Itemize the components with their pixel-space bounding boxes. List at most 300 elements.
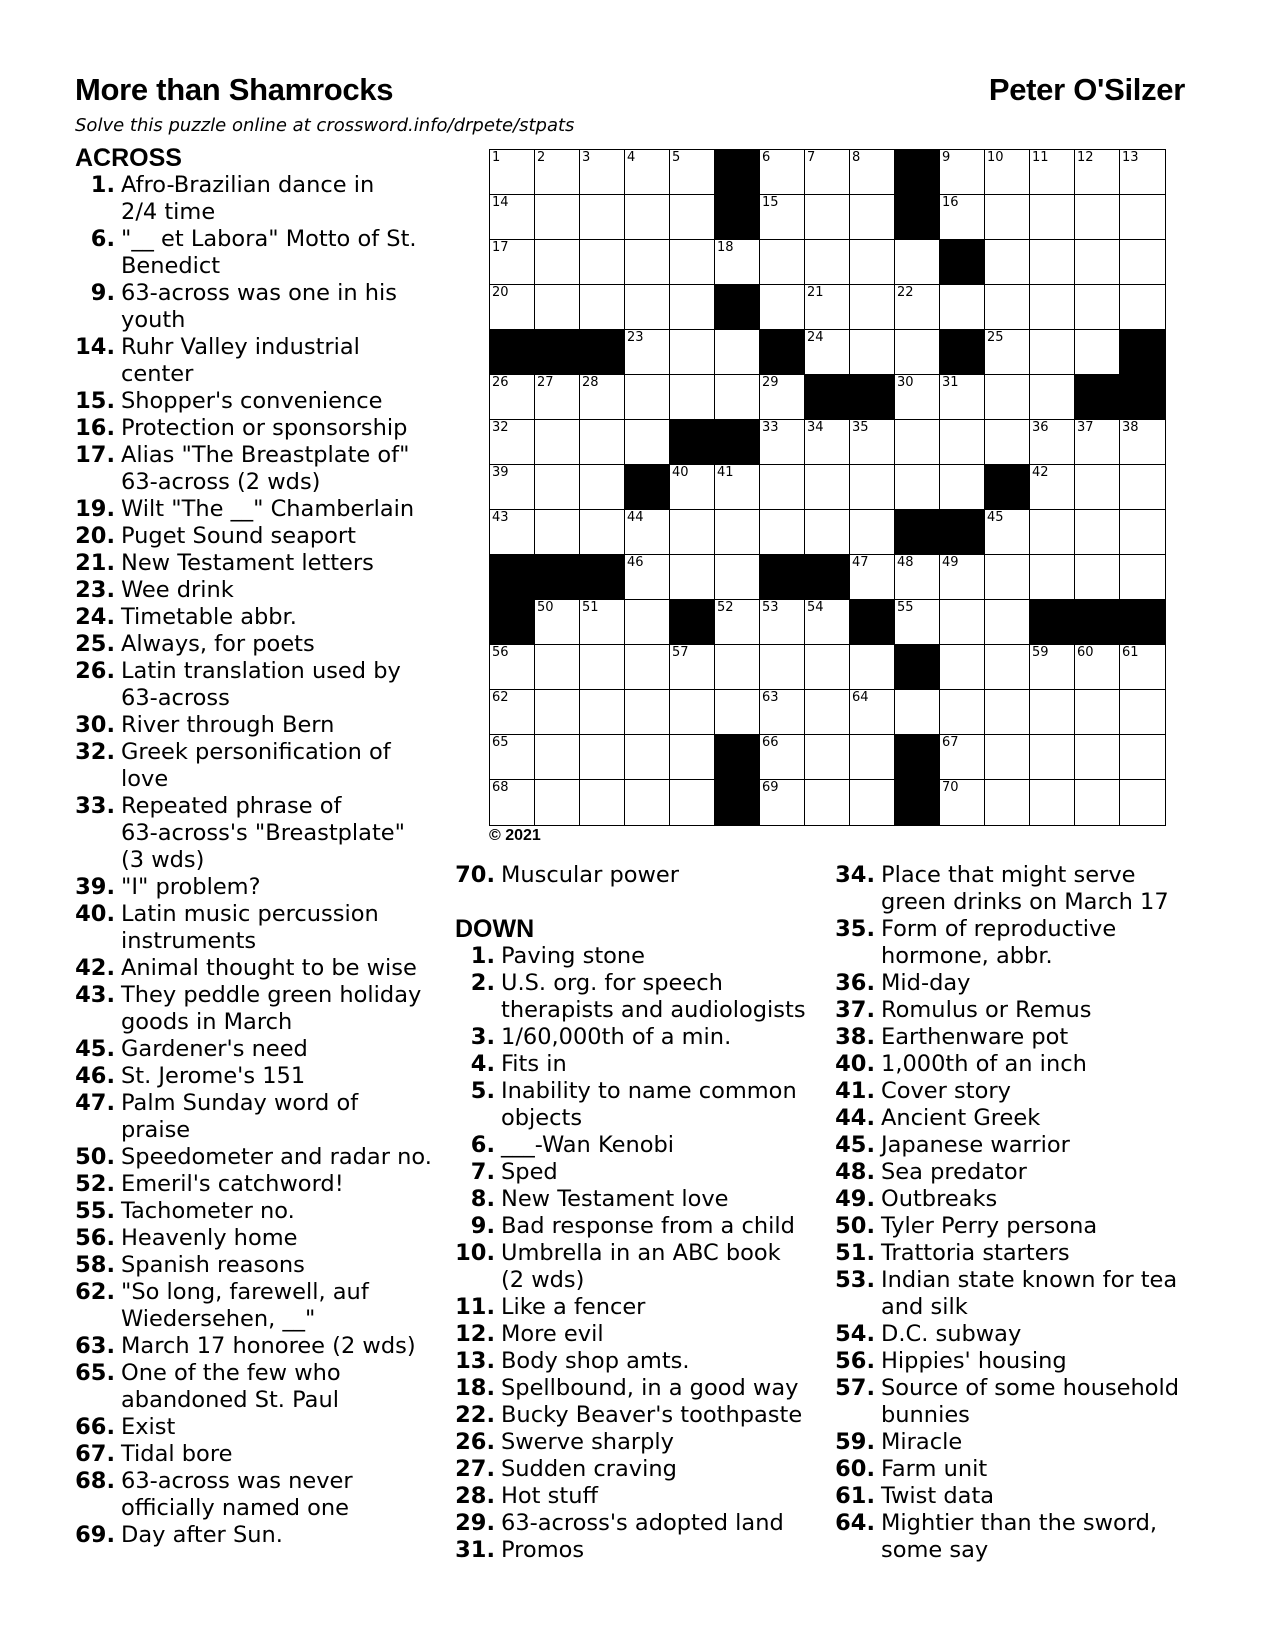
grid-cell[interactable] [850, 240, 895, 285]
grid-cell[interactable] [670, 285, 715, 330]
clue-item [75, 577, 450, 604]
grid-cell[interactable] [760, 240, 805, 285]
grid-cell[interactable] [580, 420, 625, 465]
cell-number: 59 [1032, 645, 1049, 660]
clue-number: 31. [455, 1537, 495, 1563]
clue-number: 32. [75, 739, 115, 765]
grid-cell[interactable] [985, 555, 1030, 600]
grid-cell[interactable] [1120, 240, 1165, 285]
clue-number: 23. [75, 577, 115, 603]
grid-cell[interactable] [670, 735, 715, 780]
grid-cell[interactable] [490, 645, 535, 690]
grid-cell[interactable] [490, 150, 535, 195]
clue-text: Sped [501, 1159, 558, 1185]
grid-cell[interactable] [850, 150, 895, 195]
grid-cell[interactable] [715, 645, 760, 690]
clue-text: More evil [501, 1321, 604, 1347]
clue-item [455, 970, 825, 997]
grid-cell[interactable] [535, 240, 580, 285]
grid-cell[interactable] [850, 555, 895, 600]
grid-cell[interactable] [1075, 780, 1120, 825]
clue-item [835, 1213, 1205, 1240]
grid-cell[interactable] [985, 240, 1030, 285]
grid-cell[interactable] [940, 735, 985, 780]
grid-cell[interactable] [715, 330, 760, 375]
grid-cell[interactable] [670, 330, 715, 375]
clue-continuation [75, 1495, 450, 1522]
clue-text: Indian state known for tea [881, 1267, 1178, 1293]
clue-number: 60. [835, 1456, 875, 1482]
clue-item [835, 1456, 1205, 1483]
cell-number: 8 [852, 150, 861, 165]
grid-cell[interactable] [850, 690, 895, 735]
clue-text: ___-Wan Kenobi [501, 1132, 675, 1158]
grid-cell[interactable] [805, 600, 850, 645]
grid-cell[interactable] [1075, 195, 1120, 240]
grid-cell[interactable] [490, 510, 535, 555]
grid-cell[interactable] [805, 510, 850, 555]
clue-text: Sudden craving [501, 1456, 677, 1482]
grid-cell[interactable] [1075, 555, 1120, 600]
clue-number: 59. [835, 1429, 875, 1455]
clue-number: 3. [470, 1024, 495, 1050]
clue-item [455, 1132, 825, 1159]
grid-cell[interactable] [985, 195, 1030, 240]
clue-item [75, 1036, 450, 1063]
clue-text: Body shop amts. [501, 1348, 690, 1374]
clue-item [455, 1294, 825, 1321]
grid-cell[interactable] [535, 600, 580, 645]
grid-cell[interactable] [1120, 735, 1165, 780]
cell-number: 43 [492, 510, 509, 525]
clue-item [455, 1429, 825, 1456]
clue-item [455, 1402, 825, 1429]
grid-cell[interactable] [760, 375, 805, 420]
grid-cell[interactable] [985, 420, 1030, 465]
grid-cell[interactable] [895, 375, 940, 420]
grid-cell[interactable] [985, 330, 1030, 375]
grid-cell[interactable] [940, 555, 985, 600]
grid-cell[interactable] [490, 690, 535, 735]
grid-cell[interactable] [895, 690, 940, 735]
cell-number: 45 [987, 510, 1004, 525]
clue-number: 18. [455, 1375, 495, 1401]
grid-cell[interactable] [805, 465, 850, 510]
clue-number: 8. [470, 1186, 495, 1212]
grid-cell[interactable] [850, 735, 895, 780]
grid-cell[interactable] [625, 690, 670, 735]
cell-number: 2 [537, 150, 546, 165]
grid-cell[interactable] [625, 330, 670, 375]
grid-cell[interactable] [1120, 645, 1165, 690]
grid-cell[interactable] [670, 150, 715, 195]
clue-text: Tyler Perry persona [881, 1213, 1098, 1239]
grid-block [805, 375, 850, 420]
grid-cell[interactable] [940, 690, 985, 735]
grid-cell[interactable] [985, 600, 1030, 645]
cell-number: 24 [807, 330, 824, 345]
grid-cell[interactable] [715, 600, 760, 645]
clue-text: St. Jerome's 151 [121, 1063, 306, 1089]
cell-number: 5 [672, 150, 681, 165]
clue-number: 61. [835, 1483, 875, 1509]
cell-number: 53 [762, 600, 779, 615]
clue-text: Promos [501, 1537, 585, 1563]
grid-cell[interactable] [625, 420, 670, 465]
grid-cell[interactable] [625, 195, 670, 240]
grid-cell[interactable] [715, 690, 760, 735]
grid-cell[interactable] [985, 285, 1030, 330]
grid-cell[interactable] [535, 780, 580, 825]
grid-cell[interactable] [1030, 510, 1075, 555]
cell-number: 15 [762, 195, 779, 210]
grid-cell[interactable] [625, 780, 670, 825]
clue-item [75, 1468, 450, 1495]
grid-block [895, 150, 940, 195]
clue-item [75, 1144, 450, 1171]
grid-cell[interactable] [1120, 150, 1165, 195]
grid-cell[interactable] [805, 285, 850, 330]
grid-cell[interactable] [1030, 645, 1075, 690]
clue-text: Animal thought to be wise [121, 955, 417, 981]
grid-block [895, 645, 940, 690]
grid-cell[interactable] [1030, 150, 1075, 195]
grid-cell[interactable] [760, 420, 805, 465]
grid-cell[interactable] [1120, 420, 1165, 465]
grid-cell[interactable] [535, 690, 580, 735]
grid-cell[interactable] [940, 645, 985, 690]
grid-cell[interactable] [715, 375, 760, 420]
clue-continuation [75, 820, 450, 847]
grid-cell[interactable] [895, 285, 940, 330]
clue-number: 53. [835, 1267, 875, 1293]
grid-cell[interactable] [805, 150, 850, 195]
grid-cell[interactable] [580, 645, 625, 690]
grid-cell[interactable] [490, 420, 535, 465]
grid-cell[interactable] [670, 195, 715, 240]
grid-cell[interactable] [535, 420, 580, 465]
clue-text: Wee drink [121, 577, 234, 603]
grid-cell[interactable] [625, 510, 670, 555]
clue-text: One of the few who [121, 1360, 341, 1386]
clue-text: some say [881, 1537, 989, 1563]
grid-cell[interactable] [1030, 420, 1075, 465]
clue-text: Mightier than the sword, [881, 1510, 1158, 1536]
clue-number: 51. [835, 1240, 875, 1266]
grid-block [490, 600, 535, 645]
clue-number: 64. [835, 1510, 875, 1536]
grid-cell[interactable] [1030, 735, 1075, 780]
clue-item [75, 1360, 450, 1387]
grid-cell[interactable] [1030, 780, 1075, 825]
clue-item [75, 550, 450, 577]
grid-cell[interactable] [1075, 510, 1120, 555]
clue-text: Sea predator [881, 1159, 1027, 1185]
clue-text: Heavenly home [121, 1225, 298, 1251]
clue-item [455, 1186, 825, 1213]
grid-cell[interactable] [625, 555, 670, 600]
grid-cell[interactable] [535, 645, 580, 690]
grid-cell[interactable] [985, 735, 1030, 780]
clue-number: 26. [75, 658, 115, 684]
grid-cell[interactable] [985, 375, 1030, 420]
clue-item [75, 874, 450, 901]
grid-cell[interactable] [895, 240, 940, 285]
grid-cell[interactable] [1120, 780, 1165, 825]
grid-cell[interactable] [580, 735, 625, 780]
grid-cell[interactable] [535, 735, 580, 780]
grid-cell[interactable] [850, 195, 895, 240]
grid-cell[interactable] [625, 375, 670, 420]
clue-item [455, 1321, 825, 1348]
grid-cell[interactable] [850, 285, 895, 330]
clue-continuation [75, 1387, 450, 1414]
clue-continuation [75, 685, 450, 712]
grid-cell[interactable] [490, 240, 535, 285]
grid-cell[interactable] [580, 465, 625, 510]
clue-item [835, 1105, 1205, 1132]
clue-item [75, 1063, 450, 1090]
cell-number: 29 [762, 375, 779, 390]
grid-cell[interactable] [805, 645, 850, 690]
grid-cell[interactable] [805, 195, 850, 240]
grid-cell[interactable] [1120, 285, 1165, 330]
clue-text: U.S. org. for speech [501, 970, 723, 996]
grid-cell[interactable] [940, 195, 985, 240]
grid-cell[interactable] [760, 510, 805, 555]
grid-cell[interactable] [760, 600, 805, 645]
grid-cell[interactable] [895, 465, 940, 510]
grid-cell[interactable] [670, 645, 715, 690]
grid-cell[interactable] [1075, 645, 1120, 690]
grid-cell[interactable] [1030, 690, 1075, 735]
grid-cell[interactable] [490, 285, 535, 330]
clue-text: Romulus or Remus [881, 997, 1092, 1023]
grid-cell[interactable] [850, 780, 895, 825]
grid-cell[interactable] [940, 780, 985, 825]
clue-number: 14. [75, 334, 115, 360]
clue-item [75, 388, 450, 415]
grid-cell[interactable] [805, 735, 850, 780]
clue-item [75, 1225, 450, 1252]
grid-cell[interactable] [985, 690, 1030, 735]
clue-text: 1/60,000th of a min. [501, 1024, 732, 1050]
grid-cell[interactable] [535, 465, 580, 510]
clue-text: Alias "The Breastplate of" [121, 442, 410, 468]
grid-cell[interactable] [1120, 195, 1165, 240]
clue-text: Twist data [881, 1483, 995, 1509]
grid-cell[interactable] [805, 330, 850, 375]
grid-cell[interactable] [1075, 465, 1120, 510]
cell-number: 18 [717, 240, 734, 255]
grid-cell[interactable] [1075, 330, 1120, 375]
cell-number: 66 [762, 735, 779, 750]
grid-cell[interactable] [1030, 555, 1075, 600]
clue-number: 30. [75, 712, 115, 738]
grid-cell[interactable] [535, 375, 580, 420]
grid-cell[interactable] [1120, 555, 1165, 600]
clue-continuation [75, 766, 450, 793]
grid-cell[interactable] [805, 420, 850, 465]
grid-cell[interactable] [895, 420, 940, 465]
grid-cell[interactable] [625, 285, 670, 330]
grid-cell[interactable] [580, 285, 625, 330]
grid-cell[interactable] [1075, 285, 1120, 330]
grid-cell[interactable] [940, 600, 985, 645]
grid-cell[interactable] [580, 375, 625, 420]
grid-cell[interactable] [1120, 465, 1165, 510]
grid-cell[interactable] [670, 780, 715, 825]
clue-number: 38. [835, 1024, 875, 1050]
grid-cell[interactable] [940, 375, 985, 420]
clue-number: 35. [835, 916, 875, 942]
clue-number: 29. [455, 1510, 495, 1536]
clue-text: Exist [121, 1414, 176, 1440]
clue-item [75, 658, 450, 685]
grid-cell[interactable] [490, 465, 535, 510]
grid-cell[interactable] [805, 780, 850, 825]
grid-cell[interactable] [895, 330, 940, 375]
grid-cell[interactable] [985, 780, 1030, 825]
grid-cell[interactable] [670, 375, 715, 420]
grid-cell[interactable] [940, 465, 985, 510]
cell-number: 34 [807, 420, 824, 435]
grid-cell[interactable] [580, 690, 625, 735]
clue-item [835, 1267, 1205, 1294]
grid-cell[interactable] [580, 240, 625, 285]
clue-number: 17. [75, 442, 115, 468]
clue-text: Day after Sun. [121, 1522, 283, 1548]
grid-cell[interactable] [760, 690, 805, 735]
grid-cell[interactable] [670, 240, 715, 285]
grid-cell[interactable] [760, 150, 805, 195]
cell-number: 69 [762, 780, 779, 795]
clue-item [75, 172, 450, 199]
clue-item [835, 916, 1205, 943]
clue-number: 1. [470, 943, 495, 969]
grid-cell[interactable] [580, 780, 625, 825]
cell-number: 6 [762, 150, 771, 165]
clue-number: 12. [455, 1321, 495, 1347]
clue-text: Spellbound, in a good way [501, 1375, 799, 1401]
grid-cell[interactable] [715, 465, 760, 510]
grid-cell[interactable] [1075, 735, 1120, 780]
grid-cell[interactable] [1075, 150, 1120, 195]
grid-cell[interactable] [760, 195, 805, 240]
clue-continuation [75, 199, 450, 226]
grid-cell[interactable] [805, 690, 850, 735]
clue-number: 45. [75, 1036, 115, 1062]
clue-number: 1. [90, 172, 115, 198]
cell-number: 10 [987, 150, 1004, 165]
grid-cell[interactable] [850, 510, 895, 555]
grid-block [715, 285, 760, 330]
grid-cell[interactable] [1030, 330, 1075, 375]
clue-item [455, 1240, 825, 1267]
grid-cell[interactable] [1120, 510, 1165, 555]
grid-cell[interactable] [625, 735, 670, 780]
grid-cell[interactable] [535, 150, 580, 195]
grid-cell[interactable] [760, 285, 805, 330]
grid-cell[interactable] [490, 780, 535, 825]
across-heading: ACROSS [75, 144, 182, 172]
grid-cell[interactable] [490, 195, 535, 240]
grid-cell[interactable] [670, 690, 715, 735]
grid-cell[interactable] [1120, 690, 1165, 735]
grid-cell[interactable] [580, 510, 625, 555]
grid-cell[interactable] [1030, 285, 1075, 330]
grid-cell[interactable] [895, 555, 940, 600]
grid-block [670, 420, 715, 465]
grid-cell[interactable] [850, 645, 895, 690]
grid-cell[interactable] [1030, 465, 1075, 510]
grid-cell[interactable] [760, 465, 805, 510]
grid-cell[interactable] [1075, 690, 1120, 735]
grid-cell[interactable] [1030, 240, 1075, 285]
grid-cell[interactable] [985, 150, 1030, 195]
grid-cell[interactable] [670, 465, 715, 510]
grid-cell[interactable] [535, 285, 580, 330]
grid-cell[interactable] [535, 510, 580, 555]
grid-cell[interactable] [850, 420, 895, 465]
grid-cell[interactable] [940, 150, 985, 195]
grid-cell[interactable] [1075, 420, 1120, 465]
grid-cell[interactable] [895, 600, 940, 645]
grid-cell[interactable] [580, 150, 625, 195]
grid-cell[interactable] [1030, 195, 1075, 240]
grid-cell[interactable] [715, 240, 760, 285]
grid-cell[interactable] [760, 645, 805, 690]
grid-cell[interactable] [850, 330, 895, 375]
grid-cell[interactable] [715, 555, 760, 600]
grid-block [940, 240, 985, 285]
grid-cell[interactable] [715, 510, 760, 555]
grid-cell[interactable] [1075, 240, 1120, 285]
clue-number: 25. [75, 631, 115, 657]
grid-cell[interactable] [940, 420, 985, 465]
grid-cell[interactable] [760, 735, 805, 780]
clue-number: 28. [455, 1483, 495, 1509]
cell-number: 67 [942, 735, 959, 750]
clue-number: 6. [470, 1132, 495, 1158]
grid-cell[interactable] [1030, 375, 1075, 420]
clue-item [75, 280, 450, 307]
grid-block [1120, 600, 1165, 645]
grid-cell[interactable] [985, 645, 1030, 690]
grid-cell[interactable] [670, 555, 715, 600]
grid-cell[interactable] [670, 510, 715, 555]
grid-cell[interactable] [940, 285, 985, 330]
clue-item [75, 523, 450, 550]
clue-text: Like a fencer [501, 1294, 646, 1320]
grid-cell[interactable] [985, 510, 1030, 555]
grid-cell[interactable] [490, 735, 535, 780]
grid-cell[interactable] [625, 240, 670, 285]
section-spacer [455, 889, 825, 916]
grid-block [1075, 375, 1120, 420]
grid-cell[interactable] [625, 645, 670, 690]
grid-cell[interactable] [625, 150, 670, 195]
grid-cell[interactable] [580, 600, 625, 645]
grid-cell[interactable] [625, 600, 670, 645]
grid-cell[interactable] [580, 195, 625, 240]
grid-cell[interactable] [850, 465, 895, 510]
grid-cell[interactable] [535, 195, 580, 240]
cell-number: 51 [582, 600, 599, 615]
grid-cell[interactable] [805, 240, 850, 285]
grid-cell[interactable] [490, 375, 535, 420]
grid-cell[interactable] [760, 780, 805, 825]
